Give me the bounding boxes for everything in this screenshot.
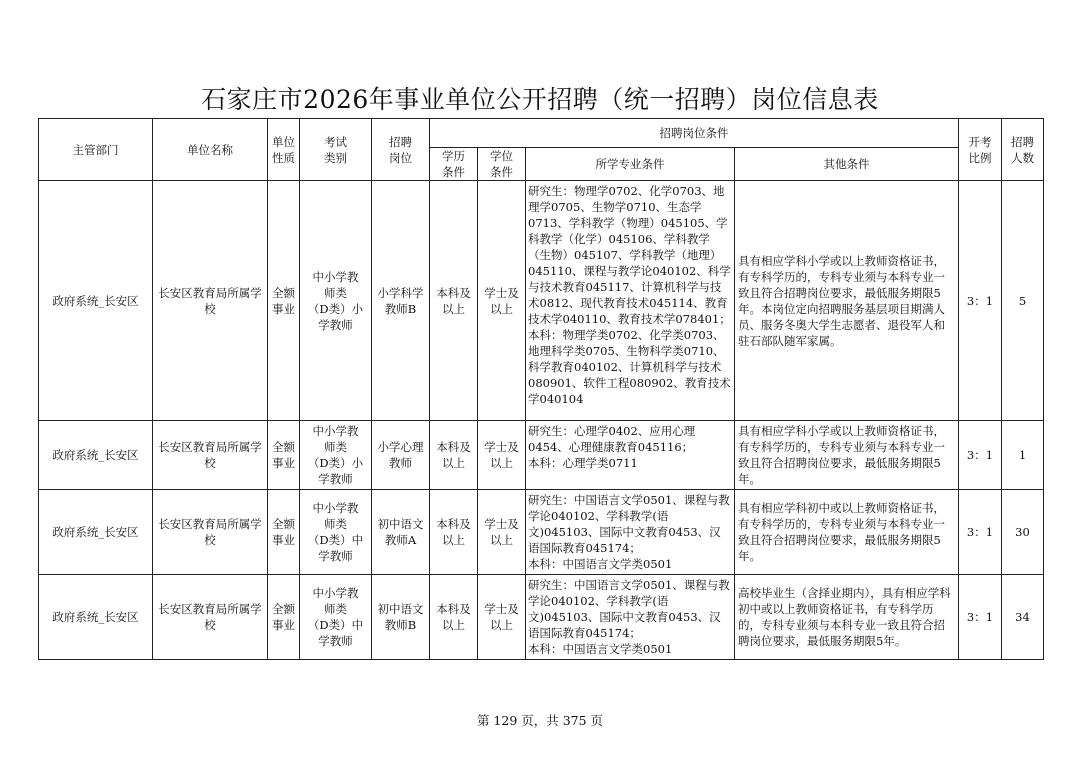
cell-post: 小学心理 教师: [372, 421, 430, 490]
cell-count: 5: [1002, 181, 1044, 421]
cell-nature: 全额 事业: [268, 490, 300, 575]
page-footer: 第 129 页，共 375 页: [476, 713, 604, 728]
cell-major: 研究生：心理学0402、应用心理0454、心理健康教育045116； 本科：心理学类0711: [526, 421, 735, 490]
cell-degree: 学士及 以上: [478, 181, 526, 421]
header-conditions: 招聘岗位条件: [430, 119, 959, 148]
table-row: [39, 575, 1044, 660]
table-row: [39, 421, 1044, 490]
cell-dept: 政府系统_长安区: [39, 490, 153, 575]
header-nature: 单位 性质: [268, 119, 300, 181]
cell-post: 初中语文 教师A: [372, 490, 430, 575]
job-info-table: [38, 118, 1044, 660]
cell-degree: 学士及 以上: [478, 490, 526, 575]
cell-exam: 中小学教 师类 （D类）中 学教师: [300, 490, 372, 575]
header-count: 招聘 人数: [1002, 119, 1044, 181]
header-unit: 单位名称: [153, 119, 268, 181]
header-ratio: 开考 比例: [959, 119, 1002, 181]
header-dept: 主管部门: [39, 119, 153, 181]
cell-ratio: 3：1: [959, 490, 1002, 575]
cell-unit: 长安区教育局所属学校: [153, 490, 268, 575]
cell-exam: 中小学教 师类 （D类）中 学教师: [300, 575, 372, 660]
cell-other: 具有相应学科初中或以上教师资格证书，有专科学历的，专科专业须与本科专业一致且符合招聘岗位要求，最低服务期限5年。: [735, 490, 959, 575]
header-edu: 学历 条件: [430, 148, 478, 181]
cell-edu: 本科及 以上: [430, 575, 478, 660]
cell-count: 30: [1002, 490, 1044, 575]
cell-count: 34: [1002, 575, 1044, 660]
cell-nature: 全额 事业: [268, 421, 300, 490]
table-row: [39, 490, 1044, 575]
cell-other: 高校毕业生（含择业期内），具有相应学科初中或以上教师资格证书，有专科学历的，专科专业须与本科专业一致且符合招聘岗位要求，最低服务期限5年。: [735, 575, 959, 660]
table-row: [39, 181, 1044, 421]
cell-exam: 中小学教 师类 （D类）小 学教师: [300, 421, 372, 490]
header-exam: 考试 类别: [300, 119, 372, 181]
cell-dept: 政府系统_长安区: [39, 421, 153, 490]
cell-unit: 长安区教育局所属学校: [153, 421, 268, 490]
header-other: 其他条件: [735, 148, 959, 181]
cell-edu: 本科及 以上: [430, 181, 478, 421]
cell-nature: 全额 事业: [268, 575, 300, 660]
cell-post: 初中语文 教师B: [372, 575, 430, 660]
header-degree: 学位 条件: [478, 148, 526, 181]
cell-unit: 长安区教育局所属学校: [153, 181, 268, 421]
cell-count: 1: [1002, 421, 1044, 490]
header-post: 招聘 岗位: [372, 119, 430, 181]
cell-edu: 本科及 以上: [430, 421, 478, 490]
cell-exam: 中小学教 师类 （D类）小 学教师: [300, 181, 372, 421]
cell-major: 研究生：中国语言文学0501、课程与教学论040102、学科教学(语文)045103、国际中文教育0453、汉语国际教育045174； 本科：中国语言文学类0501: [526, 575, 735, 660]
page-title: 石家庄市2026年事业单位公开招聘（统一招聘）岗位信息表: [201, 85, 879, 114]
cell-dept: 政府系统_长安区: [39, 181, 153, 421]
cell-ratio: 3：1: [959, 181, 1002, 421]
cell-other: 具有相应学科小学或以上教师资格证书，有专科学历的，专科专业须与本科专业一致且符合招聘岗位要求，最低服务期限5年。: [735, 421, 959, 490]
cell-major: 研究生：物理学0702、化学0703、地理学0705、生物学0710、生态学0713、学科教学（物理）045105、学科教学（化学）045106、学科教学（生物）045107、学科教学（地理）045110、课程与教学论040102、科学与技术教育045117、计算机科学与技术0812、现代教育技术045114、教育技术学040110、教育技术学078401； 本科：物理学类0702、化学类0703、地理科学类0705、生物科学类0710、科学教育040102、计算机科学与技术080901、软件工程080902、教育技术学040104: [526, 181, 735, 421]
cell-edu: 本科及 以上: [430, 490, 478, 575]
cell-dept: 政府系统_长安区: [39, 575, 153, 660]
cell-ratio: 3：1: [959, 421, 1002, 490]
cell-other: 具有相应学科小学或以上教师资格证书，有专科学历的，专科专业须与本科专业一致且符合招聘岗位要求，最低服务期限5年。本岗位定向招聘服务基层项目期满人员、服务冬奥大学生志愿者、退役军人和驻石部队随军家属。: [735, 181, 959, 421]
cell-ratio: 3：1: [959, 575, 1002, 660]
cell-degree: 学士及 以上: [478, 575, 526, 660]
cell-degree: 学士及 以上: [478, 421, 526, 490]
cell-nature: 全额 事业: [268, 181, 300, 421]
cell-unit: 长安区教育局所属学校: [153, 575, 268, 660]
cell-post: 小学科学 教师B: [372, 181, 430, 421]
header-major: 所学专业条件: [526, 148, 735, 181]
cell-major: 研究生：中国语言文学0501、课程与教学论040102、学科教学(语文)045103、国际中文教育0453、汉语国际教育045174； 本科：中国语言文学类0501: [526, 490, 735, 575]
